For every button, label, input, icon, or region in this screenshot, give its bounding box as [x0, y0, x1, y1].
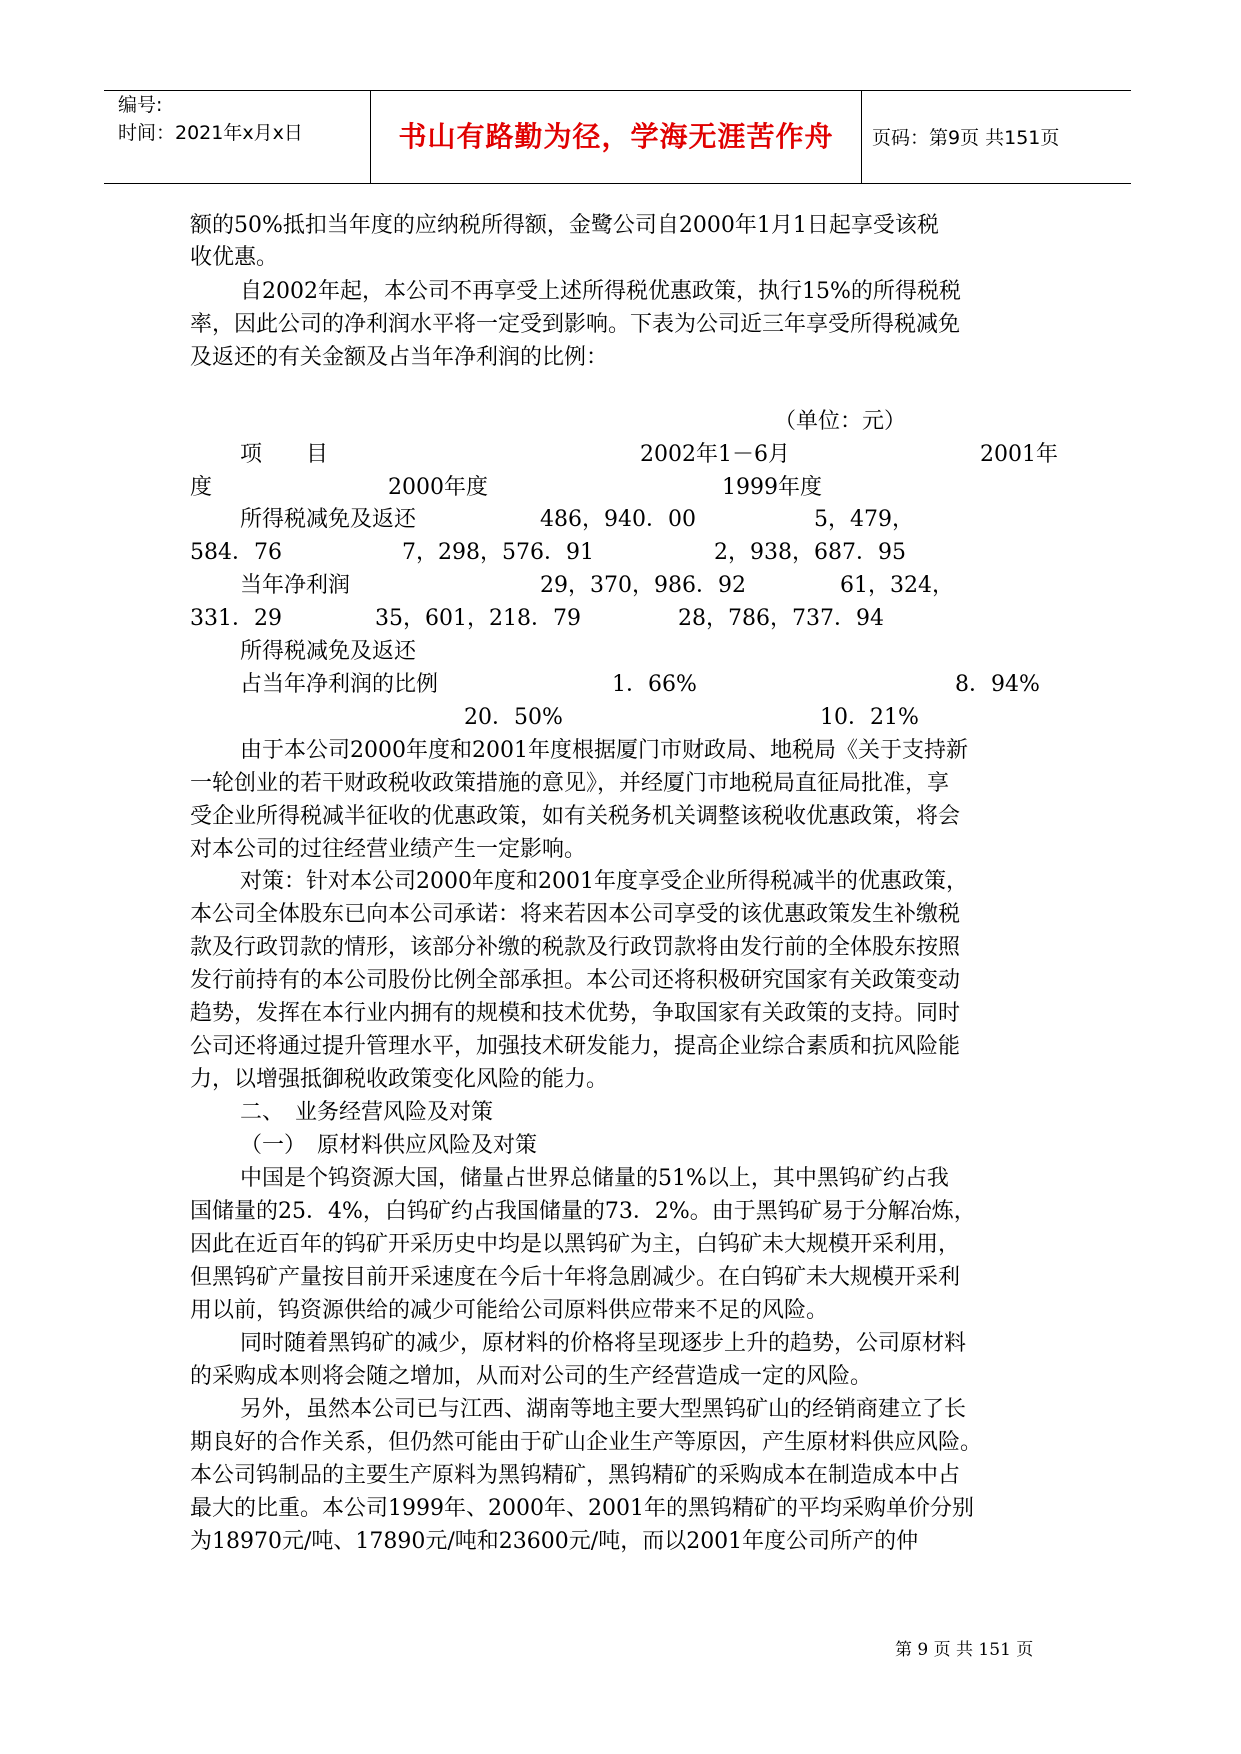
- footer-page-number: 第 9 页 共 151 页: [895, 1640, 1034, 1660]
- text-line: 期良好的合作关系，但仍然可能由于矿山企业生产等原因，产生原材料供应风险。: [190, 1430, 983, 1455]
- text-line: 自2002年起，本公司不再享受上述所得税优惠政策，执行15%的所得税税: [240, 279, 961, 304]
- text-line: 但黑钨矿产量按目前开采速度在今后十年将急剧减少。在白钨矿未大规模开采利: [190, 1265, 961, 1290]
- header-meta: [118, 91, 303, 147]
- table-cell: 2，938，687．95: [714, 540, 906, 565]
- header-page-label: 页码：第9页 共151页: [872, 127, 1060, 149]
- table-cell: 7，298，576．91: [402, 540, 594, 565]
- page-header: [0, 0, 1241, 200]
- header-divider-right: [861, 90, 862, 183]
- text-line: 最大的比重。本公司1999年、2000年、2001年的黑钨精矿的平均采购单价分别: [190, 1496, 974, 1521]
- table-header-col: 度: [190, 475, 213, 500]
- document-number-label: 编号:: [118, 94, 163, 116]
- table-cell: 1．66%: [612, 672, 697, 697]
- text-line: 一轮创业的若干财政税收政策措施的意见》，并经厦门市地税局直征局批准，享: [190, 771, 950, 796]
- section-subheading: （一） 原材料供应风险及对策: [240, 1133, 538, 1158]
- text-line: 因此在近百年的钨矿开采历史中均是以黑钨矿为主，白钨矿未大规模开采利用，: [190, 1232, 961, 1257]
- text-line: 受企业所得税减半征收的优惠政策，如有关税务机关调整该税收优惠政策，将会: [190, 804, 961, 829]
- text-line: 款及行政罚款的情形，该部分补缴的税款及行政罚款将由发行前的全体股东按照: [190, 935, 961, 960]
- table-header-col: 2001年: [980, 442, 1058, 467]
- text-line: 用以前，钨资源供给的减少可能给公司原料供应带来不足的风险。: [190, 1298, 829, 1323]
- text-line: 及返还的有关金额及占当年净利润的比例：: [190, 345, 609, 370]
- text-line: 国储量的25．4%，白钨矿约占我国储量的73．2%。由于黑钨矿易于分解冶炼，: [190, 1199, 976, 1224]
- table-header-col: 2002年1－6月: [640, 442, 790, 467]
- table-cell: 584．76: [190, 540, 282, 565]
- text-line: 对策：针对本公司2000年度和2001年度享受企业所得税减半的优惠政策，: [240, 869, 968, 894]
- text-line: 中国是个钨资源大国，储量占世界总储量的51%以上，其中黑钨矿约占我: [240, 1166, 949, 1191]
- table-cell: 331．29: [190, 606, 282, 631]
- text-line: 额的50%抵扣当年度的应纳税所得额，金鹭公司自2000年1月1日起享受该税: [190, 213, 939, 238]
- text-line: 发行前持有的本公司股份比例全部承担。本公司还将积极研究国家有关政策变动: [190, 968, 961, 993]
- table-cell: 8．94%: [955, 672, 1040, 697]
- text-line: 的采购成本则将会随之增加，从而对公司的生产经营造成一定的风险。: [190, 1364, 873, 1389]
- table-row-label: 所得税减免及返还: [240, 639, 417, 664]
- text-line: 另外，虽然本公司已与江西、湖南等地主要大型黑钨矿山的经销商建立了长: [240, 1397, 967, 1422]
- header-motto: 书山有路勤为径，学海无涯苦作舟: [398, 120, 834, 153]
- table-header-col: 2000年度: [388, 475, 488, 500]
- text-line: 公司还将通过提升管理水平，加强技术研发能力，提高企业综合素质和抗风险能: [190, 1034, 961, 1059]
- text-line: 由于本公司2000年度和2001年度根据厦门市财政局、地税局《关于支持新: [240, 738, 968, 763]
- document-time-label: 时间：2021年x月x日: [118, 122, 303, 144]
- table-unit-label: （单位：元）: [774, 409, 907, 434]
- table-cell: 20．50%: [464, 705, 563, 730]
- text-line: 力，以增强抵御税收政策变化风险的能力。: [190, 1067, 609, 1092]
- table-row-label: 所得税减免及返还: [240, 507, 417, 532]
- table-header-col: 1999年度: [722, 475, 822, 500]
- table-cell: 486，940．00: [540, 507, 696, 532]
- table-cell: 28，786，737．94: [678, 606, 884, 631]
- text-line: 本公司钨制品的主要生产原料为黑钨精矿，黑钨精矿的采购成本在制造成本中占: [190, 1463, 961, 1488]
- text-line: 为18970元/吨、17890元/吨和23600元/吨，而以2001年度公司所产的仲: [190, 1529, 919, 1554]
- table-row-label: 当年净利润: [240, 573, 351, 598]
- table-cell: 35，601，218．79: [375, 606, 581, 631]
- table-row-label: 占当年净利润的比例: [240, 672, 439, 697]
- text-line: 本公司全体股东已向本公司承诺：将来若因本公司享受的该优惠政策发生补缴税: [190, 902, 961, 927]
- table-cell: 5，479，: [814, 507, 914, 532]
- text-line: 同时随着黑钨矿的减少，原材料的价格将呈现逐步上升的趋势，公司原材料: [240, 1331, 967, 1356]
- header-bottom-rule: [104, 183, 1131, 184]
- text-line: 趋势，发挥在本行业内拥有的规模和技术优势，争取国家有关政策的支持。同时: [190, 1001, 961, 1026]
- text-line: 率，因此公司的净利润水平将一定受到影响。下表为公司近三年享受所得税减免: [190, 312, 961, 337]
- section-heading: 二、 业务经营风险及对策: [240, 1100, 494, 1125]
- table-cell: 10．21%: [820, 705, 919, 730]
- table-header-item: 项 目: [240, 442, 329, 467]
- table-cell: 29，370，986．92: [540, 573, 746, 598]
- text-line: 收优惠。: [190, 245, 279, 270]
- table-cell: 61，324，: [840, 573, 954, 598]
- text-line: 对本公司的过往经营业绩产生一定影响。: [190, 837, 587, 862]
